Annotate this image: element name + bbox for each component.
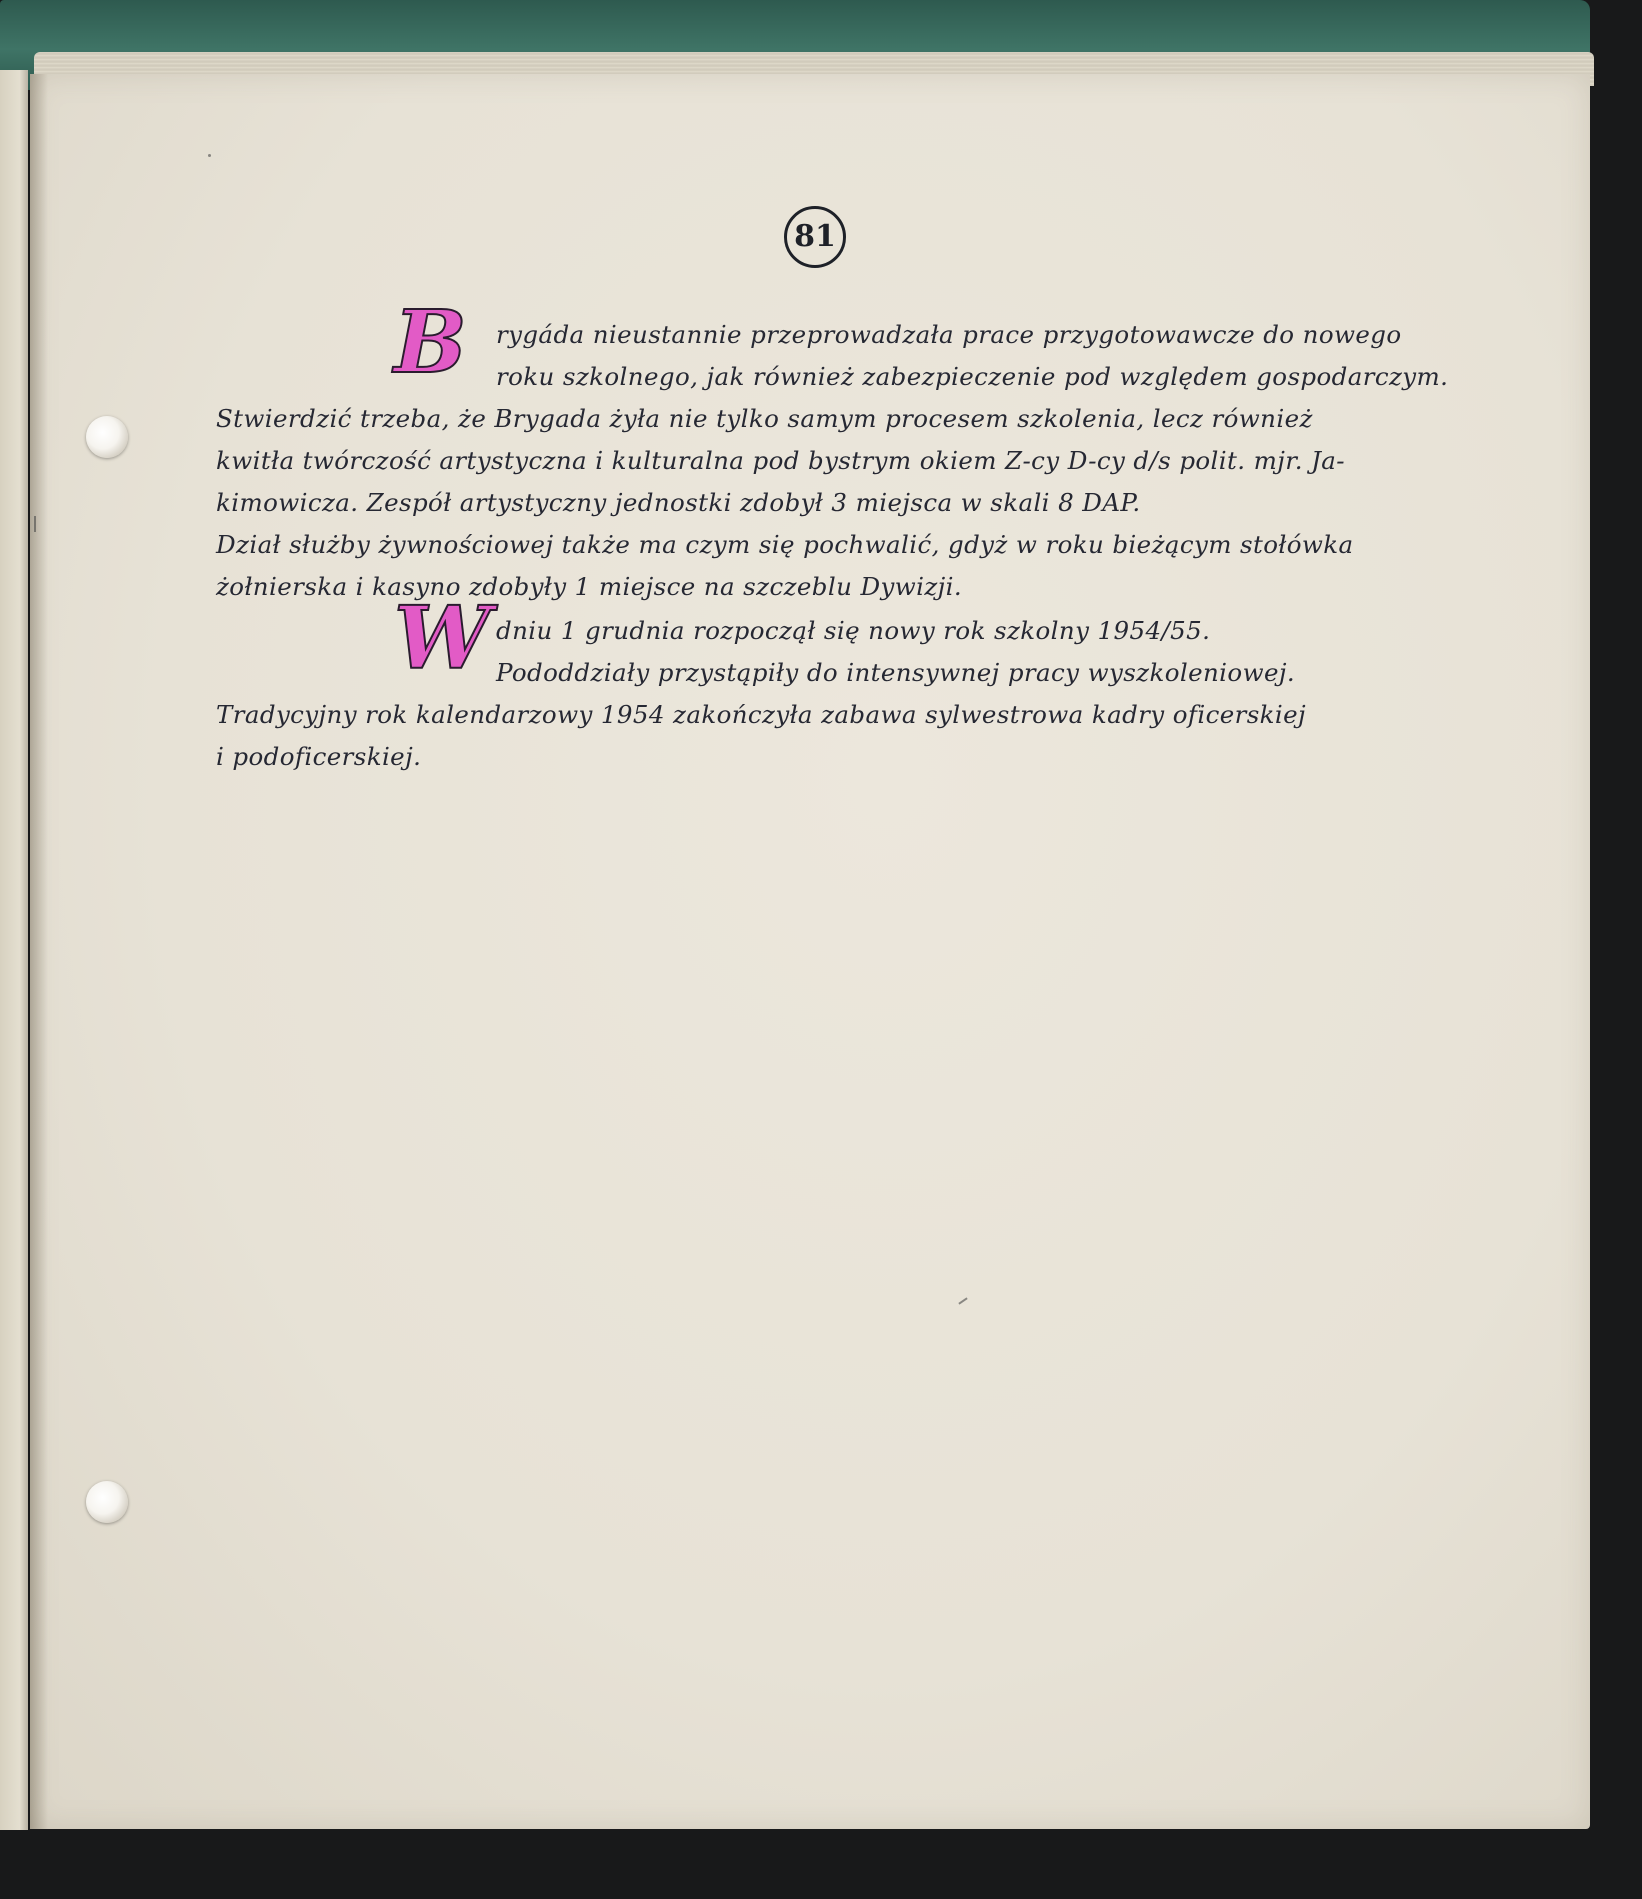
handwritten-line: kimowicza. Zespół artystyczny jednostki zdobył 3 miejsca w skali 8 DAP. [216, 488, 1141, 517]
facing-page-edge [0, 70, 28, 1830]
handwritten-line: Tradycyjny rok kalendarzowy 1954 zakończyła zabawa sylwestrowa kadry oficerskiej [216, 700, 1307, 729]
handwritten-line: roku szkolnego, jak również zabezpieczenie pod względem gospodarczym. [496, 362, 1449, 391]
handwritten-line: kwitła twórczość artystyczna i kulturalna pod bystrym okiem Z-cy D-cy d/s polit. mjr. Ja- [216, 446, 1345, 475]
decorated-initial-b: B [394, 292, 467, 393]
paper-sheet [30, 74, 1590, 1829]
handwritten-line: i podoficerskiej. [216, 742, 422, 771]
handwritten-line: dniu 1 grudnia rozpoczął się nowy rok szkolny 1954/55. [496, 616, 1211, 645]
page-number: 81 [784, 206, 846, 268]
handwritten-line: żołnierska i kasyno zdobyły 1 miejsce na szczeblu Dywizji. [216, 572, 963, 601]
decorated-initial-w: W [394, 588, 491, 689]
handwritten-line: Dział służby żywnościowej także ma czym się pochwalić, gdyż w roku bieżącym stołówka [216, 530, 1354, 559]
handwritten-paragraph-2 [30, 74, 1590, 1829]
handwritten-line: Pododdziały przystąpiły do intensywnej pracy wyszkoleniowej. [496, 658, 1296, 687]
handwritten-line: Stwierdzić trzeba, że Brygada żyła nie tylko samym procesem szkolenia, lecz również [216, 404, 1313, 433]
handwritten-line: rygáda nieustannie przeprowadzała prace przygotowawcze do nowego [496, 320, 1402, 349]
